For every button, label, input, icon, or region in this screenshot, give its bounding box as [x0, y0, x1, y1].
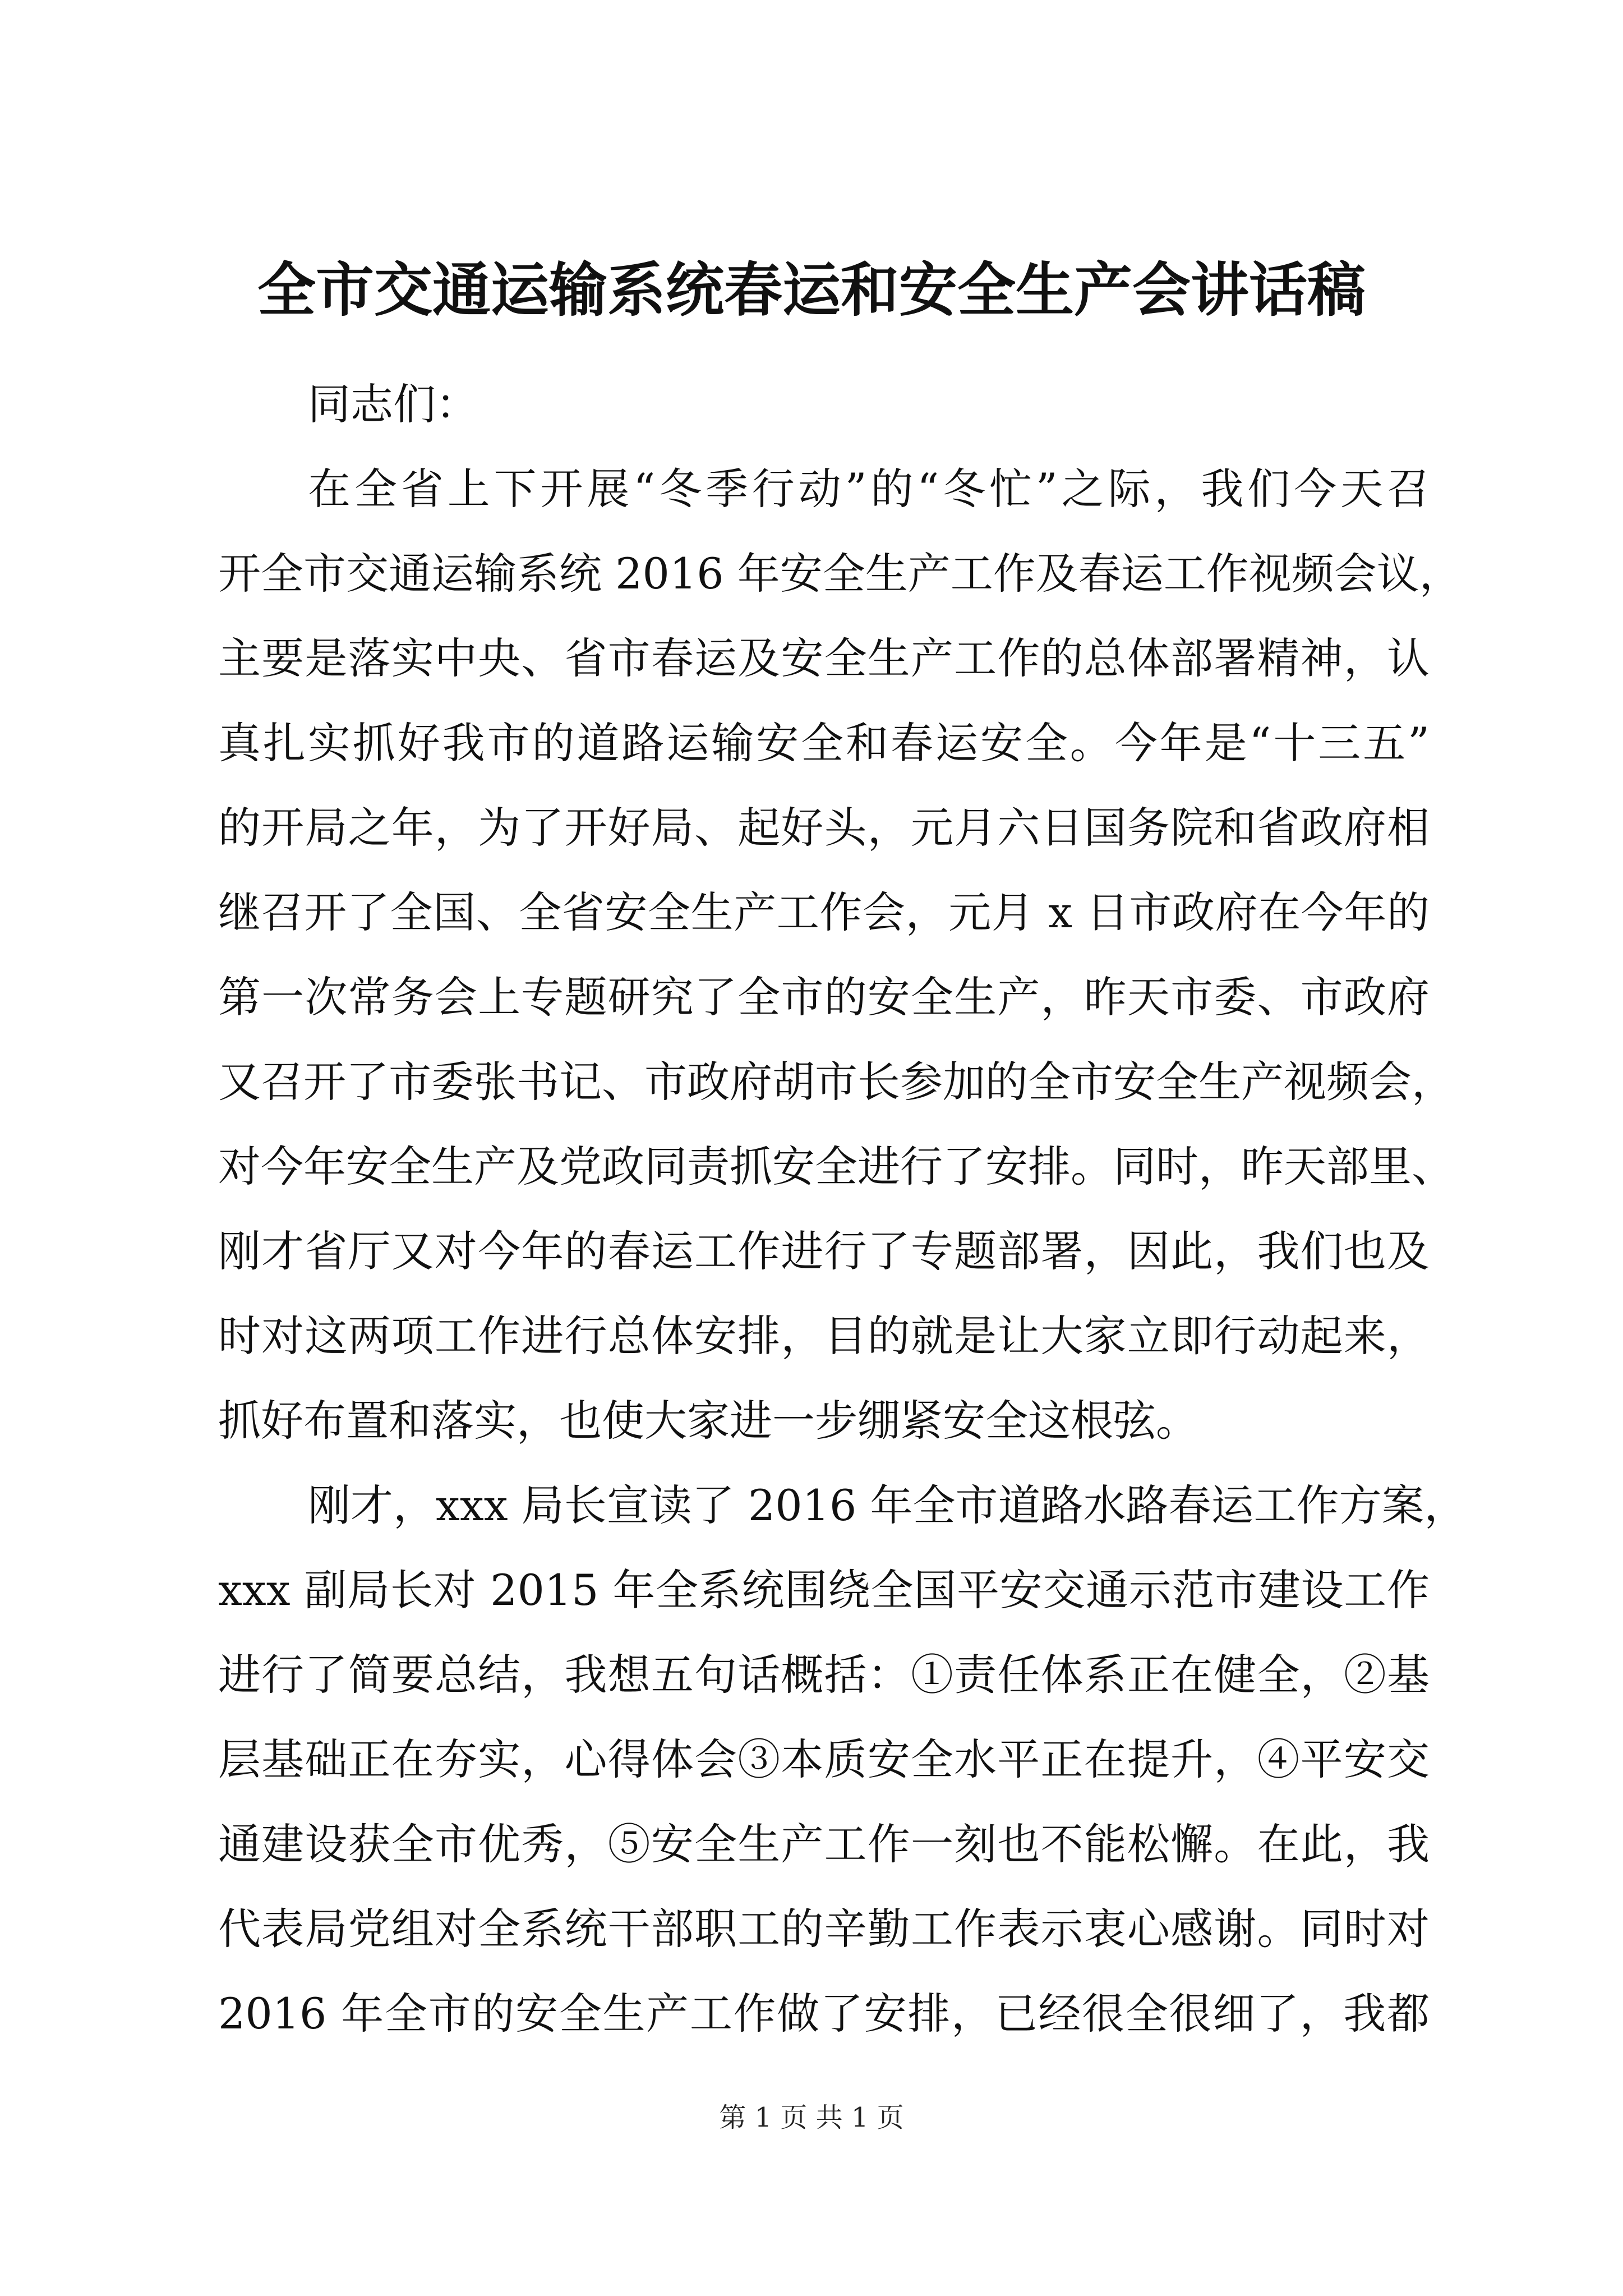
salutation: 同志们： — [308, 379, 478, 429]
paragraph-line: 代表局党组对全系统干部职工的辛勤工作表示衷心感谢。同时对 — [218, 1904, 1430, 1954]
paragraph-line: 时对这两项工作进行总体安排，目的就是让大家立即行动起来， — [218, 1311, 1430, 1361]
paragraph-line: 2016 年全市的安全生产工作做了安排，已经很全很细了，我都 — [218, 1989, 1430, 2039]
paragraph-line: 刚才，xxx 局长宣读了 2016 年全市道路水路春运工作方案， — [308, 1480, 1467, 1530]
document-title: 全市交通运输系统春运和安全生产会讲话稿 — [257, 255, 1366, 324]
paragraph-line: 刚才省厅又对今年的春运工作进行了专题部署，因此，我们也及 — [218, 1226, 1430, 1276]
paragraph-line: 继召开了全国、全省安全生产工作会，元月 x 日市政府在今年的 — [218, 887, 1430, 937]
paragraph-line: 在全省上下开展“冬季行动”的“冬忙”之际，我们今天召 — [308, 464, 1430, 514]
paragraph-line: xxx 副局长对 2015 年全系统围绕全国平安交通示范市建设工作 — [218, 1565, 1430, 1615]
paragraph-line: 第一次常务会上专题研究了全市的安全生产，昨天市委、市政府 — [218, 972, 1430, 1022]
paragraph-line: 通建设获全市优秀，⑤安全生产工作一刻也不能松懈。在此，我 — [218, 1819, 1430, 1869]
paragraph-line: 进行了简要总结，我想五句话概括：①责任体系正在健全，②基 — [218, 1650, 1430, 1700]
paragraph-2 — [218, 1463, 1467, 2056]
paragraph-1 — [218, 447, 1462, 1463]
paragraph-line: 真扎实抓好我市的道路运输安全和春运安全。今年是“十三五” — [218, 718, 1430, 768]
paragraph-line: 主要是落实中央、省市春运及安全生产工作的总体部署精神，认 — [218, 633, 1430, 683]
paragraph-line: 抓好布置和落实，也使大家进一步绷紧安全这根弦。 — [218, 1396, 1198, 1446]
paragraph-line: 又召开了市委张书记、市政府胡市长参加的全市安全生产视频会， — [218, 1057, 1454, 1107]
paragraph-line: 的开局之年，为了开好局、起好头，元月六日国务院和省政府相 — [218, 803, 1430, 853]
paragraph-line: 层基础正在夯实，心得体会③本质安全水平正在提升，④平安交 — [218, 1734, 1430, 1784]
paragraph-line: 开全市交通运输系统 2016 年安全生产工作及春运工作视频会议， — [218, 549, 1462, 599]
paragraph-line: 对今年安全生产及党政同责抓安全进行了安排。同时，昨天部里、 — [218, 1142, 1454, 1191]
page-number-footer: 第 1 页 共 1 页 — [719, 2102, 904, 2133]
document-body — [218, 362, 1467, 2056]
